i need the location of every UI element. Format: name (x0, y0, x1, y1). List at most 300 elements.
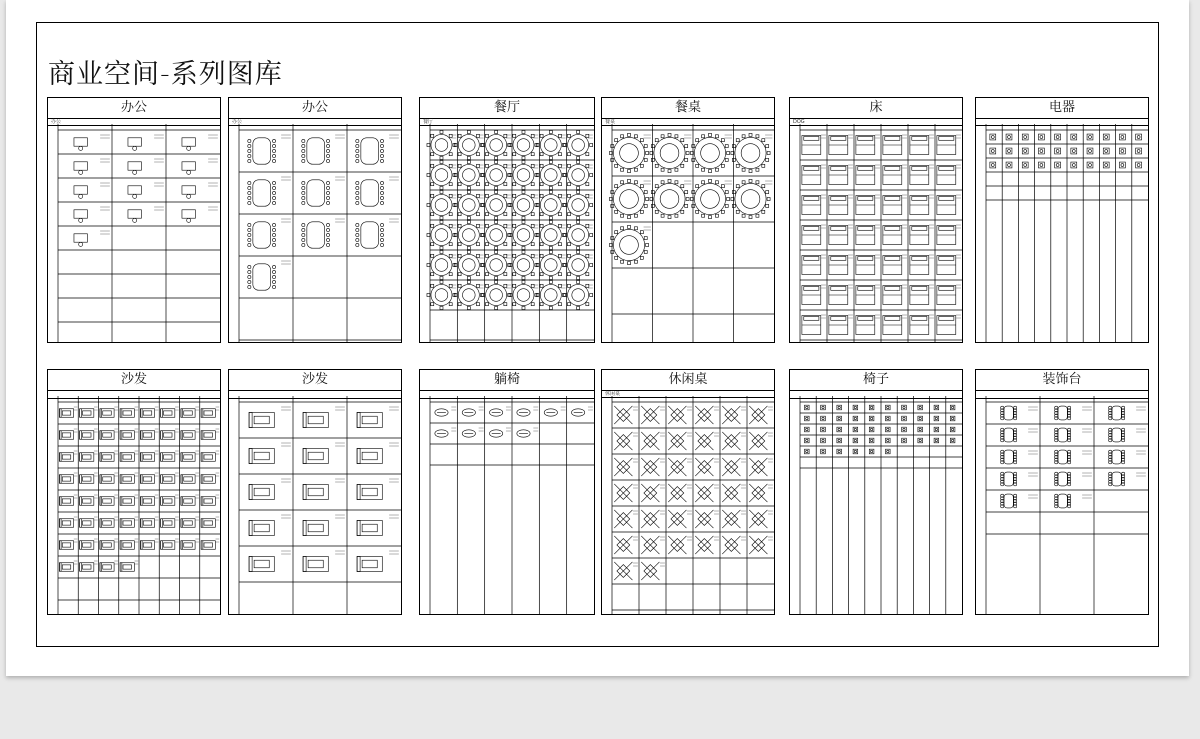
symbols (802, 135, 961, 334)
small-symbol-icon (934, 438, 939, 443)
small-symbol-icon (853, 427, 858, 432)
symbols (435, 407, 593, 437)
small-symbol-icon (902, 427, 907, 432)
panel-title: 沙发 (48, 370, 220, 391)
sofa-symbol-icon (140, 475, 154, 484)
bed-symbol-icon (910, 256, 929, 275)
sofa-symbol-icon (100, 409, 114, 418)
desk-symbol-icon (1001, 472, 1017, 486)
small-symbol-icon (837, 405, 842, 410)
panel-title: 电器 (976, 98, 1148, 119)
small-symbol-icon (1071, 162, 1077, 168)
table-symbol-icon (302, 222, 330, 248)
office-symbol-icon (182, 162, 195, 175)
sofa-symbol-icon (140, 519, 154, 528)
small-symbol-icon (837, 438, 842, 443)
bed-symbol-icon (802, 226, 821, 245)
sofa-symbol-icon (181, 519, 195, 528)
panel-title: 餐厅 (420, 98, 594, 119)
symbol-grid (790, 396, 962, 614)
symbols (804, 405, 954, 454)
bed-symbol-icon (910, 136, 929, 155)
office-symbol-icon (128, 210, 141, 223)
grid-lines (612, 396, 774, 614)
cross-symbol-icon (614, 562, 632, 580)
sofa-symbol-icon (80, 475, 94, 484)
symbols (248, 135, 399, 290)
symbols (249, 407, 399, 572)
small-symbol-icon (1119, 162, 1125, 168)
cross-symbol-icon (749, 458, 767, 476)
sofa-symbol-icon (100, 519, 114, 528)
sofa-symbol-icon (201, 541, 215, 550)
small-symbol-icon (804, 427, 809, 432)
cross-symbol-icon (641, 406, 659, 424)
table-symbol-icon (248, 222, 276, 248)
cross-symbol-icon (749, 484, 767, 502)
desk-symbol-icon (1055, 494, 1071, 508)
cross-symbol-icon (749, 536, 767, 554)
small-symbol-icon (853, 405, 858, 410)
small-symbol-icon (885, 405, 890, 410)
sofa-symbol-icon (59, 541, 73, 550)
small-symbol-icon (950, 405, 955, 410)
small-symbol-icon (1087, 134, 1093, 140)
small-symbol-icon (1103, 148, 1109, 154)
bed-symbol-icon (856, 136, 875, 155)
sofaset-symbol-icon (357, 556, 382, 571)
panel-title: 装饰台 (976, 370, 1148, 391)
desk-symbol-icon (1055, 472, 1071, 486)
office-symbol-icon (182, 186, 195, 199)
small-symbol-icon (853, 438, 858, 443)
small-symbol-icon (1038, 148, 1044, 154)
symbol-grid (48, 124, 220, 342)
cross-symbol-icon (695, 432, 713, 450)
sofa-symbol-icon (100, 475, 114, 484)
sofa-symbol-icon (201, 453, 215, 462)
symbols (614, 406, 773, 580)
bed-symbol-icon (910, 226, 929, 245)
table-symbol-icon (248, 180, 276, 206)
small-symbol-icon (885, 449, 890, 454)
bed-symbol-icon (910, 166, 929, 185)
cross-symbol-icon (722, 406, 740, 424)
table-symbol-icon (302, 138, 330, 164)
sofa-symbol-icon (120, 431, 134, 440)
symbols (990, 134, 1142, 168)
sofa-symbol-icon (80, 563, 94, 572)
symbols (609, 133, 772, 264)
small-symbol-icon (1136, 134, 1142, 140)
desk-symbol-icon (1001, 406, 1017, 420)
grid-lines (58, 124, 220, 342)
panel-chair[interactable] (789, 369, 963, 615)
sofaset-symbol-icon (249, 484, 274, 499)
bed-symbol-icon (937, 316, 956, 335)
table-symbol-icon (356, 222, 384, 248)
page-sheet (6, 0, 1189, 676)
biground-symbol-icon (650, 133, 689, 172)
bed-symbol-icon (856, 256, 875, 275)
small-symbol-icon (1136, 148, 1142, 154)
small-symbol-icon (902, 416, 907, 421)
sofa-symbol-icon (161, 431, 175, 440)
grid-lines (430, 124, 594, 342)
sofa-symbol-icon (59, 453, 73, 462)
small-symbol-icon (1087, 148, 1093, 154)
bed-symbol-icon (883, 316, 902, 335)
small-symbol-icon (821, 427, 826, 432)
bed-symbol-icon (883, 136, 902, 155)
panel-bed[interactable] (789, 97, 963, 343)
sofa-symbol-icon (140, 541, 154, 550)
office-symbol-icon (74, 234, 87, 247)
sofa-symbol-icon (80, 431, 94, 440)
table-symbol-icon (356, 180, 384, 206)
small-symbol-icon (990, 134, 996, 140)
cross-symbol-icon (749, 510, 767, 528)
small-symbol-icon (902, 438, 907, 443)
bed-symbol-icon (856, 316, 875, 335)
desk-symbol-icon (1055, 428, 1071, 442)
bed-symbol-icon (829, 226, 848, 245)
symbol-grid (48, 396, 220, 614)
panel-subtitle: 餐厅 (420, 119, 594, 126)
sofa-symbol-icon (181, 453, 195, 462)
sofa-symbol-icon (181, 409, 195, 418)
small-symbol-icon (990, 148, 996, 154)
panel-title: 餐桌 (602, 98, 774, 119)
bed-symbol-icon (856, 196, 875, 215)
panel-subtitle: 办公 (48, 119, 220, 126)
small-symbol-icon (934, 427, 939, 432)
bed-symbol-icon (883, 196, 902, 215)
small-symbol-icon (804, 449, 809, 454)
bed-symbol-icon (802, 196, 821, 215)
bed-symbol-icon (802, 166, 821, 185)
desk-symbol-icon (1109, 406, 1125, 420)
sofa-symbol-icon (120, 519, 134, 528)
cross-symbol-icon (668, 536, 686, 554)
small-symbol-icon (1006, 148, 1012, 154)
bed-symbol-icon (829, 286, 848, 305)
sofa-symbol-icon (100, 497, 114, 506)
grid-lines (986, 124, 1148, 342)
small-symbol-icon (885, 416, 890, 421)
sofa-symbol-icon (80, 453, 94, 462)
small-symbol-icon (1006, 134, 1012, 140)
cross-symbol-icon (668, 484, 686, 502)
table-symbol-icon (302, 180, 330, 206)
small-symbol-icon (804, 438, 809, 443)
sofa-symbol-icon (80, 519, 94, 528)
bed-symbol-icon (883, 256, 902, 275)
chair-symbol-icon (490, 409, 503, 416)
sofaset-symbol-icon (357, 520, 382, 535)
bed-symbol-icon (910, 286, 929, 305)
small-symbol-icon (1087, 162, 1093, 168)
bed-symbol-icon (829, 256, 848, 275)
small-symbol-icon (934, 405, 939, 410)
desk-symbol-icon (1001, 494, 1017, 508)
sofa-symbol-icon (161, 475, 175, 484)
sofa-symbol-icon (201, 431, 215, 440)
cross-symbol-icon (614, 458, 632, 476)
small-symbol-icon (1022, 162, 1028, 168)
sofaset-symbol-icon (249, 412, 274, 427)
desk-symbol-icon (1109, 472, 1125, 486)
bed-symbol-icon (802, 256, 821, 275)
cross-symbol-icon (722, 458, 740, 476)
symbol-grid (976, 396, 1148, 614)
panel-appliance[interactable] (975, 97, 1149, 343)
sofaset-symbol-icon (357, 412, 382, 427)
panel-office-2[interactable] (228, 97, 402, 343)
grid-lines (239, 396, 401, 614)
cross-symbol-icon (668, 510, 686, 528)
small-symbol-icon (869, 438, 874, 443)
small-symbol-icon (1055, 162, 1061, 168)
panel-title: 床 (790, 98, 962, 119)
grid-lines (430, 396, 594, 614)
office-symbol-icon (74, 210, 87, 223)
sofa-symbol-icon (59, 475, 73, 484)
small-symbol-icon (837, 449, 842, 454)
sofaset-symbol-icon (249, 448, 274, 463)
desk-symbol-icon (1055, 450, 1071, 464)
small-symbol-icon (821, 449, 826, 454)
sofa-symbol-icon (59, 409, 73, 418)
biground-symbol-icon (609, 133, 648, 172)
office-symbol-icon (182, 210, 195, 223)
symbol-grid (229, 124, 401, 342)
sofa-symbol-icon (181, 475, 195, 484)
symbol-grid (229, 396, 401, 614)
cross-symbol-icon (695, 484, 713, 502)
small-symbol-icon (1119, 134, 1125, 140)
cross-symbol-icon (695, 406, 713, 424)
panel-sofa-1[interactable] (47, 369, 221, 615)
office-symbol-icon (74, 186, 87, 199)
sofa-symbol-icon (161, 453, 175, 462)
sofa-symbol-icon (100, 453, 114, 462)
bed-symbol-icon (883, 226, 902, 245)
small-symbol-icon (837, 416, 842, 421)
small-symbol-icon (918, 427, 923, 432)
panel-title: 办公 (229, 98, 401, 119)
symbol-grid (602, 124, 774, 342)
office-symbol-icon (128, 162, 141, 175)
sofa-symbol-icon (80, 409, 94, 418)
small-symbol-icon (1071, 148, 1077, 154)
panel-leisure-table[interactable] (601, 369, 775, 615)
bed-symbol-icon (829, 166, 848, 185)
cross-symbol-icon (614, 406, 632, 424)
table-symbol-icon (356, 138, 384, 164)
panel-lounge-chair[interactable] (419, 369, 595, 615)
small-symbol-icon (1055, 134, 1061, 140)
bed-symbol-icon (937, 286, 956, 305)
sofaset-symbol-icon (303, 520, 328, 535)
sofa-symbol-icon (59, 497, 73, 506)
sofaset-symbol-icon (249, 520, 274, 535)
biground-symbol-icon (731, 179, 770, 218)
chair-symbol-icon (572, 409, 585, 416)
sofa-symbol-icon (201, 409, 215, 418)
small-symbol-icon (950, 427, 955, 432)
symbol-grid (976, 124, 1148, 342)
bed-symbol-icon (937, 226, 956, 245)
cross-symbol-icon (749, 432, 767, 450)
panel-dining-table[interactable] (601, 97, 775, 343)
bed-symbol-icon (937, 166, 956, 185)
biground-symbol-icon (690, 133, 729, 172)
office-symbol-icon (128, 186, 141, 199)
bed-symbol-icon (829, 136, 848, 155)
cross-symbol-icon (641, 484, 659, 502)
sofa-symbol-icon (59, 431, 73, 440)
panel-subtitle: DOG (790, 119, 962, 126)
biground-symbol-icon (609, 179, 648, 218)
sofa-symbol-icon (80, 541, 94, 550)
panel-title: 休闲桌 (602, 370, 774, 391)
chair-symbol-icon (517, 409, 530, 416)
bed-symbol-icon (829, 196, 848, 215)
small-symbol-icon (869, 449, 874, 454)
small-symbol-icon (837, 427, 842, 432)
panel-decor-table[interactable] (975, 369, 1149, 615)
small-symbol-icon (1103, 162, 1109, 168)
symbol-grid (420, 124, 594, 342)
small-symbol-icon (821, 438, 826, 443)
bed-symbol-icon (910, 196, 929, 215)
panel-office-1[interactable] (47, 97, 221, 343)
small-symbol-icon (853, 449, 858, 454)
sofa-symbol-icon (140, 497, 154, 506)
panel-title: 躺椅 (420, 370, 594, 391)
panel-restaurant[interactable] (419, 97, 595, 343)
bed-symbol-icon (937, 196, 956, 215)
small-symbol-icon (804, 405, 809, 410)
bed-symbol-icon (802, 136, 821, 155)
small-symbol-icon (804, 416, 809, 421)
small-symbol-icon (1071, 134, 1077, 140)
small-symbol-icon (1055, 148, 1061, 154)
bed-symbol-icon (883, 286, 902, 305)
small-symbol-icon (990, 162, 996, 168)
sofa-symbol-icon (161, 519, 175, 528)
sofa-symbol-icon (140, 409, 154, 418)
sofa-symbol-icon (201, 497, 215, 506)
office-symbol-icon (74, 138, 87, 151)
small-symbol-icon (918, 438, 923, 443)
symbol-grid (790, 124, 962, 342)
cross-symbol-icon (722, 510, 740, 528)
sofa-symbol-icon (80, 497, 94, 506)
grid-lines (239, 124, 401, 342)
bed-symbol-icon (802, 316, 821, 335)
sofaset-symbol-icon (357, 484, 382, 499)
small-symbol-icon (1022, 148, 1028, 154)
symbols (74, 135, 218, 246)
cross-symbol-icon (641, 562, 659, 580)
small-symbol-icon (821, 416, 826, 421)
small-symbol-icon (869, 405, 874, 410)
bed-symbol-icon (910, 316, 929, 335)
bed-symbol-icon (883, 166, 902, 185)
panel-sofa-2[interactable] (228, 369, 402, 615)
desk-symbol-icon (1109, 428, 1125, 442)
small-symbol-icon (885, 427, 890, 432)
bed-symbol-icon (937, 256, 956, 275)
sofa-symbol-icon (161, 409, 175, 418)
small-symbol-icon (1038, 162, 1044, 168)
bed-symbol-icon (856, 166, 875, 185)
sofa-symbol-icon (120, 563, 134, 572)
cross-symbol-icon (722, 484, 740, 502)
sofa-symbol-icon (140, 453, 154, 462)
sofaset-symbol-icon (303, 556, 328, 571)
chair-symbol-icon (435, 430, 448, 437)
small-symbol-icon (934, 416, 939, 421)
sofaset-symbol-icon (303, 484, 328, 499)
table-symbol-icon (248, 138, 276, 164)
bed-symbol-icon (937, 136, 956, 155)
desk-symbol-icon (1001, 450, 1017, 464)
cross-symbol-icon (722, 536, 740, 554)
sofa-symbol-icon (161, 497, 175, 506)
sofa-symbol-icon (120, 497, 134, 506)
cross-symbol-icon (668, 458, 686, 476)
small-symbol-icon (950, 416, 955, 421)
cross-symbol-icon (695, 536, 713, 554)
symbol-grid (602, 396, 774, 614)
bed-symbol-icon (829, 316, 848, 335)
sofa-symbol-icon (59, 563, 73, 572)
sofaset-symbol-icon (303, 448, 328, 463)
sofa-symbol-icon (140, 431, 154, 440)
table-symbol-icon (248, 264, 276, 290)
chair-symbol-icon (544, 409, 557, 416)
biground-symbol-icon (609, 225, 648, 264)
cross-symbol-icon (641, 536, 659, 554)
sofa-symbol-icon (120, 541, 134, 550)
panel-title: 办公 (48, 98, 220, 119)
sofa-symbol-icon (120, 453, 134, 462)
desk-symbol-icon (1055, 406, 1071, 420)
panel-subtitle: 办公 (229, 119, 401, 126)
cross-symbol-icon (695, 458, 713, 476)
sofa-symbol-icon (181, 431, 195, 440)
panel-title: 沙发 (229, 370, 401, 391)
office-symbol-icon (74, 162, 87, 175)
small-symbol-icon (918, 405, 923, 410)
grid-lines (800, 396, 962, 614)
sofaset-symbol-icon (303, 412, 328, 427)
small-symbol-icon (869, 427, 874, 432)
symbol-grid (420, 396, 594, 614)
sofaset-symbol-icon (249, 556, 274, 571)
chair-symbol-icon (462, 430, 475, 437)
bed-symbol-icon (802, 286, 821, 305)
bed-symbol-icon (856, 286, 875, 305)
cross-symbol-icon (722, 432, 740, 450)
biground-symbol-icon (650, 179, 689, 218)
bed-symbol-icon (856, 226, 875, 245)
desk-symbol-icon (1001, 428, 1017, 442)
small-symbol-icon (1136, 162, 1142, 168)
